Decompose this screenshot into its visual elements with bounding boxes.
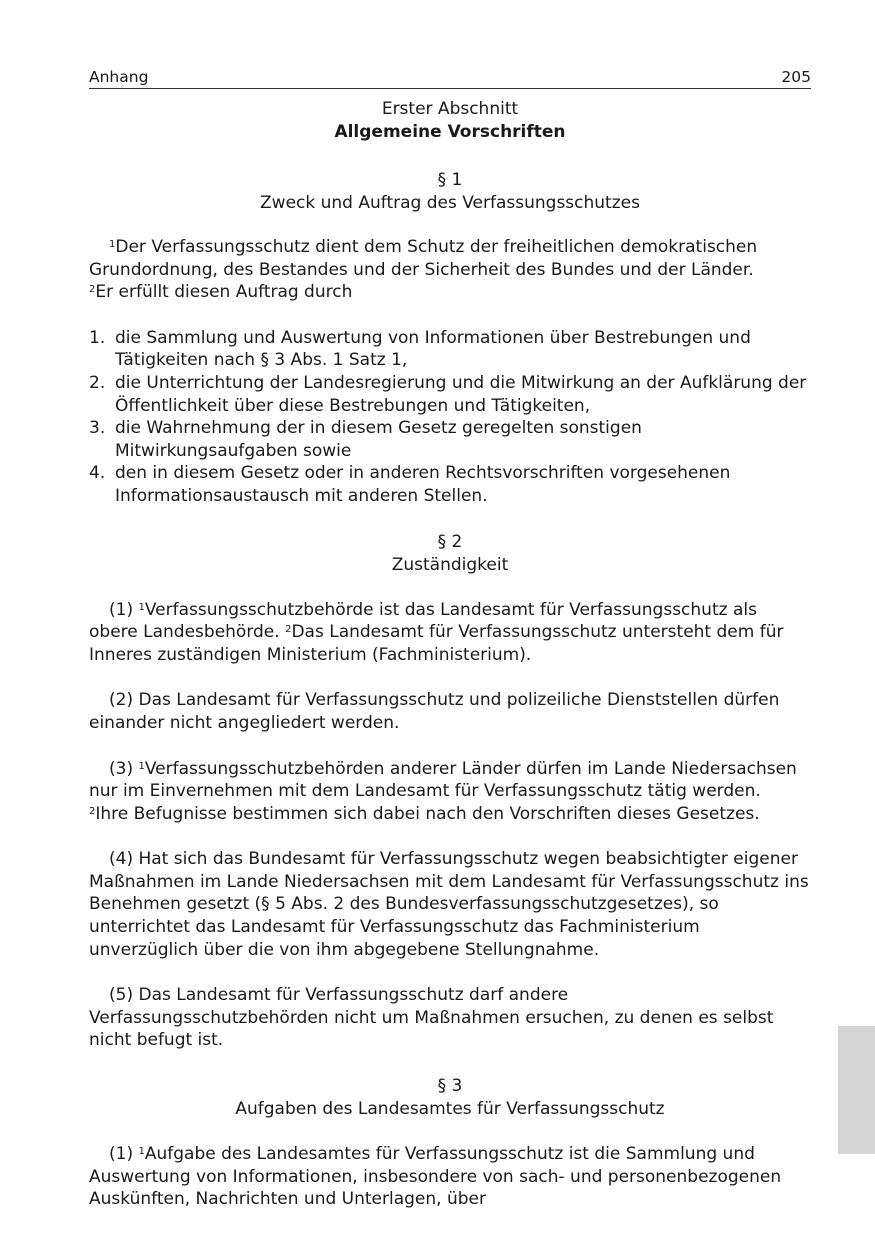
list-item-text: den in diesem Gesetz oder in anderen Rechtsvorschriften vorgesehenen Informationsaustausch mit anderen Stellen. [115, 463, 731, 506]
subsection-number: (1) [109, 599, 139, 620]
subsection-number: (1) [109, 1144, 139, 1165]
subsection-number: (3) [109, 758, 139, 779]
enumerated-list [89, 327, 811, 508]
subsection-1 [89, 599, 811, 667]
list-item [89, 372, 811, 417]
sentence-marker: 2 [89, 805, 96, 817]
subsection-5: (5) Das Landesamt für Verfassungsschutz darf andere Verfassungsschutzbehörden nicht um Maßnahmen ersuchen, zu denen es selbst nicht befugt ist. [89, 985, 774, 1051]
paragraph-1-heading [89, 169, 811, 215]
paragraph-number: § 1 [437, 170, 463, 190]
sentence-marker: 1 [109, 239, 116, 250]
list-item-number: 2. [89, 372, 106, 393]
list-item-number: 3. [89, 418, 106, 439]
list-item-number: 4. [89, 463, 106, 484]
paragraph-title: Aufgaben des Landesamtes für Verfassungsschutz [235, 1099, 665, 1120]
sentence: Verfassungsschutzbehörde ist das Landesamt für Verfassungsschutz als obere Landesbehörde. [89, 599, 757, 643]
section-title: Allgemeine Vorschriften [334, 122, 566, 142]
subsection-3 [89, 758, 811, 826]
section-heading [89, 98, 811, 144]
sentence: Der Verfassungsschutz dient dem Schutz der freiheitlichen demokratischen Grundordnung, des Bestandes und der Sicherheit des Bundes und der Länder. [89, 237, 758, 280]
sentence: Das Landesamt für Verfassungsschutz untersteht dem für Inneres zuständigen Ministerium (Fachministerium). [89, 622, 784, 665]
header-section-label: Anhang [89, 68, 149, 86]
list-item [89, 327, 811, 372]
list-item [89, 462, 811, 507]
sentence: Verfassungsschutzbehörden anderer Länder dürfen im Lande Niedersachsen nur im Einvernehmen mit dem Landesamt für Verfassungsschutz tätig werden. [89, 758, 797, 802]
running-header [89, 64, 811, 89]
sentence-marker: 2 [89, 284, 96, 296]
paragraph-2-heading [89, 531, 811, 577]
paragraph-3-heading [89, 1075, 811, 1121]
list-item [89, 417, 811, 462]
paragraph-number: § 2 [437, 531, 463, 552]
document-page [89, 64, 811, 1211]
paragraph-title: Zuständigkeit [391, 554, 509, 575]
sentence: Er erfüllt diesen Auftrag durch [95, 282, 353, 303]
subsection-2: (2) Das Landesamt für Verfassungsschutz und polizeiliche Dienststellen dürfen einander nicht angegliedert werden. [89, 690, 780, 733]
paragraph-title: Zweck und Auftrag des Verfassungsschutzes [260, 193, 640, 213]
sentence: Aufgabe des Landesamtes für Verfassungsschutz ist die Sammlung und Auswertung von Informationen, insbesondere von sach- und personenbezogenen Auskünften, Nachrichten und Unterlagen, über [89, 1144, 782, 1210]
list-item-text: die Unterrichtung der Landesregierung und die Mitwirkung an der Aufklärung der Öffentlichkeit über diese Bestrebungen und Tätigkeiten, [115, 372, 807, 416]
thumb-index-tab [838, 1026, 875, 1154]
sentence-marker: 1 [138, 760, 145, 772]
list-item-number: 1. [89, 327, 106, 348]
sentence-marker: 2 [285, 624, 292, 636]
list-item-text: die Wahrnehmung der in diesem Gesetz geregelten sonstigen Mitwirkungsaufgaben sowie [115, 418, 642, 461]
paragraph-1-text [89, 236, 811, 304]
list-item-text: die Sammlung und Auswertung von Informationen über Bestrebungen und Tätigkeiten nach § 3 Abs. 1 Satz 1, [115, 327, 751, 371]
paragraph-number: § 3 [437, 1076, 463, 1097]
subsection-1 [89, 1143, 811, 1211]
sentence-marker: 1 [138, 1146, 145, 1158]
section-label: Erster Abschnitt [381, 99, 519, 119]
sentence-marker: 1 [138, 601, 145, 613]
subsection-4: (4) Hat sich das Bundesamt für Verfassungsschutz wegen beabsichtigter eigener Maßnahmen im Lande Niedersachsen mit dem Landesamt für Verfassungsschutz ins Benehmen gesetzt (§ 5 Abs. 2 des Bundesverfassungsschutzgesetzes), so unterrichtet das Landesamt für Verfassungsschutz das Fachministerium unverzüglich über die von ihm abgegebene Stellungnahme. [89, 849, 809, 960]
sentence: Ihre Befugnisse bestimmen sich dabei nach den Vorschriften dieses Gesetzes. [95, 803, 760, 824]
page-number: 205 [781, 68, 811, 86]
